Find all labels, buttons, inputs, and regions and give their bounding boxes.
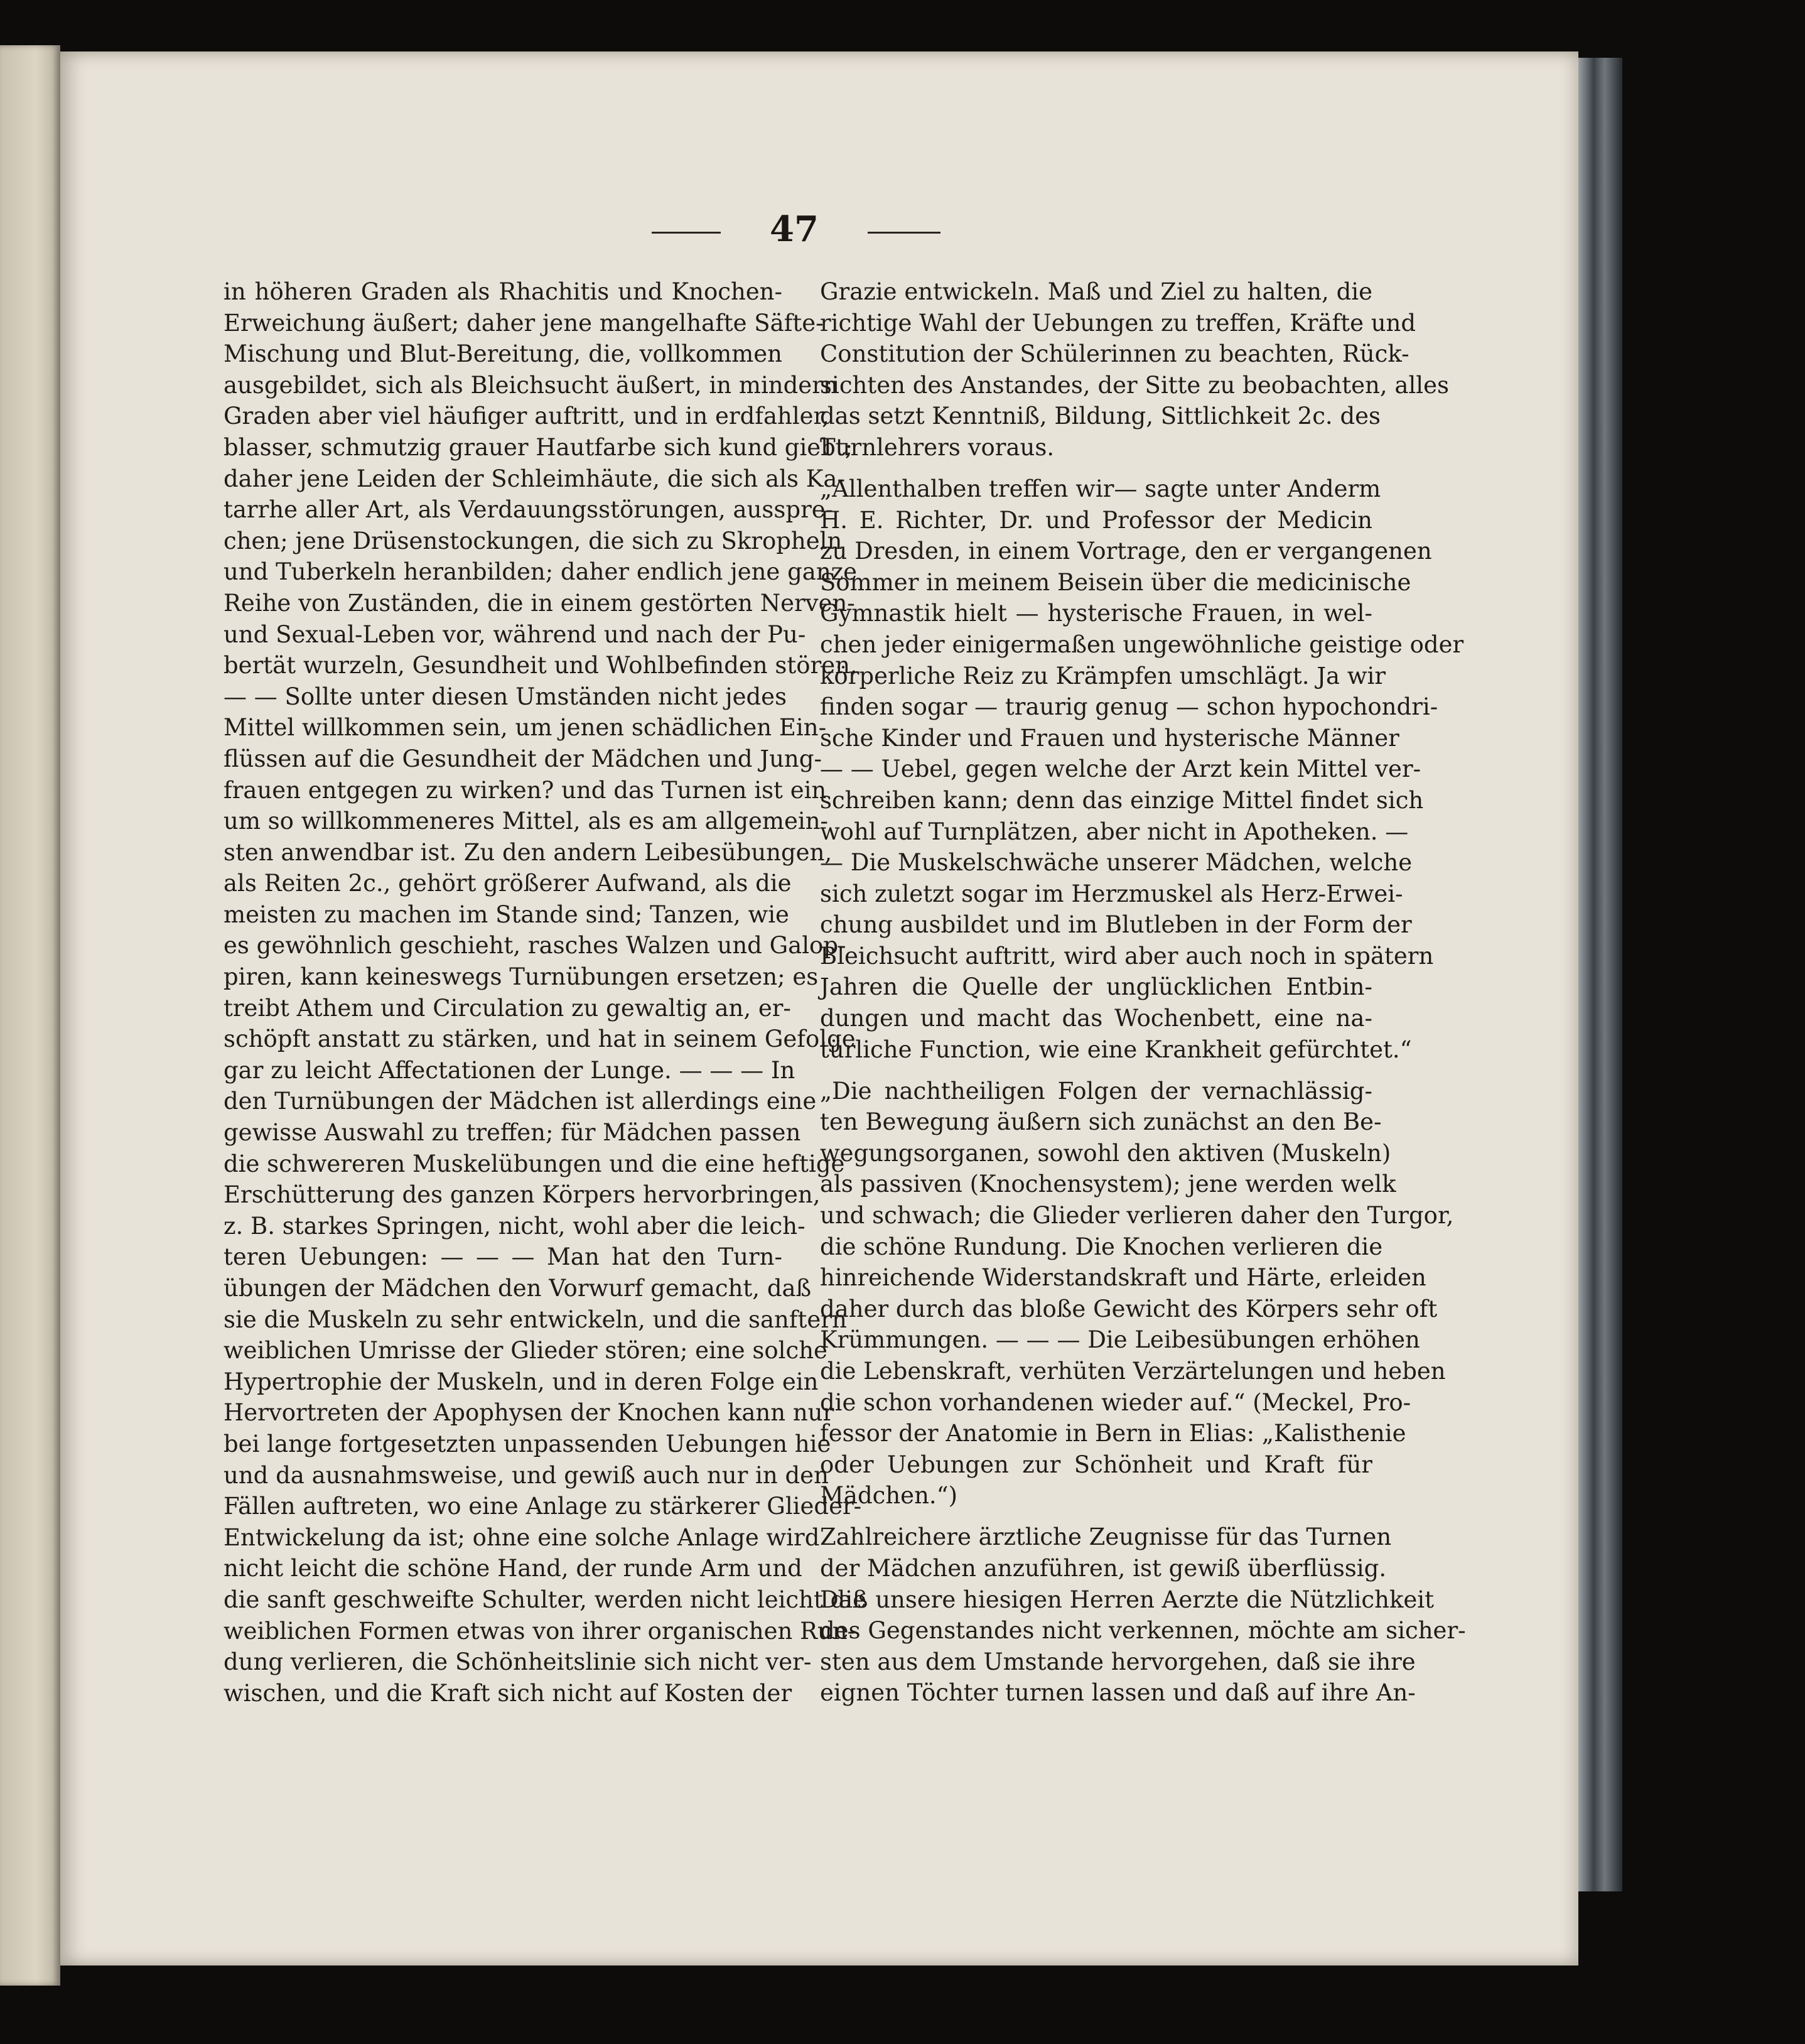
text-line: sie die Muskeln zu sehr entwickeln, und die sanftern (224, 1306, 847, 1333)
text-line: teren Uebungen: — — — Man hat den Turn- (224, 1243, 782, 1271)
text-line: ten Bewegung äußern sich zunächst an den Be- (820, 1108, 1382, 1136)
text-line: oder Uebungen zur Schönheit und Kraft für (820, 1451, 1372, 1478)
text-line: schöpft anstatt zu stärken, und hat in seinem Gefolge (224, 1025, 856, 1053)
text-line: sten anwendbar ist. Zu den andern Leibesübungen, (224, 838, 832, 866)
text-line: und Tuberkeln heranbilden; daher endlich jene ganze (224, 558, 858, 586)
text-line: weiblichen Umrisse der Glieder stören; eine solche (224, 1337, 827, 1365)
text-line: bei lange fortgesetzten unpassenden Uebungen hie (224, 1430, 831, 1457)
text-line: — — Uebel, gegen welche der Arzt kein Mittel ver- (820, 755, 1421, 783)
text-line: Gymnastik hielt — hysterische Frauen, in wel- (820, 600, 1372, 627)
text-line: — — Sollte unter diesen Umständen nicht jedes (224, 683, 787, 710)
text-line: ausgebildet, sich als Bleichsucht äußert, in mindern (224, 371, 838, 399)
text-line: hinreichende Widerstandskraft und Härte, erleiden (820, 1264, 1426, 1292)
text-line: und schwach; die Glieder verlieren daher den Turgor, (820, 1202, 1454, 1230)
text-line: Sommer in meinem Beisein über die medicinische (820, 568, 1411, 596)
text-line: weiblichen Formen etwas von ihrer organischen Run- (224, 1617, 856, 1645)
text-line: es gewöhnlich geschieht, rasches Walzen und Galop- (224, 932, 846, 960)
text-line: Erweichung äußert; daher jene mangelhafte Säfte- (224, 309, 824, 337)
text-line: wohl auf Turnplätzen, aber nicht in Apotheken. — (820, 818, 1409, 845)
right-text-column (820, 276, 1466, 1709)
text-line: Graden aber viel häufiger auftritt, und in erdfahler, (224, 403, 829, 430)
text-line: sche Kinder und Frauen und hysterische Männer (820, 724, 1399, 752)
text-line: piren, kann keineswegs Turnübungen ersetzen; es (224, 963, 819, 991)
text-line: sichten des Anstandes, der Sitte zu beobachten, alles (820, 371, 1450, 399)
text-line: gar zu leicht Affectationen der Lunge. — — — In (224, 1056, 795, 1084)
text-line: Reihe von Zuständen, die in einem gestörten Nerven- (224, 589, 855, 617)
text-line: — Die Muskelschwäche unserer Mädchen, welche (820, 849, 1413, 877)
text-line: Krümmungen. — — — Die Leibesübungen erhöhen (820, 1326, 1420, 1354)
text-line: finden sogar — traurig genug — schon hypochondri- (820, 693, 1438, 721)
text-line: dung verlieren, die Schönheitslinie sich nicht ver- (224, 1648, 812, 1676)
text-line: blasser, schmutzig grauer Hautfarbe sich kund giebt; (224, 433, 853, 461)
text-line: Erschütterung des ganzen Körpers hervorbringen, (224, 1181, 821, 1209)
text-line: chung ausbildet und im Blutleben in der Form der (820, 911, 1412, 939)
header-rule-left (652, 232, 721, 234)
text-line: gewisse Auswahl zu treffen; für Mädchen passen (224, 1119, 801, 1147)
text-line: chen; jene Drüsenstockungen, die sich zu Skropheln (224, 527, 843, 554)
text-line: Hypertrophie der Muskeln, und in deren Folge ein (224, 1368, 819, 1395)
text-line: zu Dresden, in einem Vortrage, den er vergangenen (820, 538, 1432, 565)
text-line: die schöne Rundung. Die Knochen verlieren die (820, 1233, 1383, 1260)
text-line: daher durch das bloße Gewicht des Körpers sehr oft (820, 1295, 1438, 1322)
text-line: chen jeder einigermaßen ungewöhnliche geistige oder (820, 630, 1464, 658)
text-line: „Die nachtheiligen Folgen der vernachlässig- (820, 1077, 1372, 1105)
text-line: treibt Athem und Circulation zu gewaltig an, er- (224, 994, 791, 1022)
text-line: Constitution der Schülerinnen zu beachten, Rück- (820, 340, 1409, 368)
text-line: körperliche Reiz zu Krämpfen umschlägt. Ja wir (820, 662, 1386, 689)
left-text-column (224, 276, 867, 1709)
text-line: Mittel willkommen sein, um jenen schädlichen Ein- (224, 714, 827, 742)
text-line: um so willkommeneres Mittel, als es am allgemein- (224, 808, 829, 835)
text-line: die schwereren Muskelübungen und die eine heftige (224, 1150, 845, 1177)
previous-page-edge (0, 45, 60, 1986)
page-number: 47 (770, 208, 819, 250)
text-line: und da ausnahmsweise, und gewiß auch nur in den (224, 1461, 829, 1489)
text-line: in höheren Graden als Rhachitis und Knochen- (224, 278, 782, 305)
text-line: eignen Töchter turnen lassen und daß auf ihre An- (820, 1679, 1416, 1707)
text-line: als Reiten 2c., gehört größerer Aufwand, als die (224, 870, 792, 897)
text-line: frauen entgegen zu wirken? und das Turnen ist ein (224, 776, 827, 804)
text-line: Mädchen.“) (820, 1482, 958, 1510)
text-line: daher jene Leiden der Schleimhäute, die sich als Ka- (224, 465, 845, 492)
text-line: Daß unsere hiesigen Herren Aerzte die Nützlichkeit (820, 1586, 1434, 1613)
text-line: sich zuletzt sogar im Herzmuskel als Herz-Erwei- (820, 880, 1403, 907)
text-line: flüssen auf die Gesundheit der Mädchen und Jung- (224, 745, 822, 772)
text-line: den Turnübungen der Mädchen ist allerdings eine (224, 1088, 817, 1115)
text-line: Grazie entwickeln. Maß und Ziel zu halten, die (820, 278, 1372, 305)
text-line: und Sexual-Leben vor, während und nach der Pu- (224, 620, 806, 648)
page-stack-edge (1578, 58, 1622, 1891)
text-line: Zahlreichere ärztliche Zeugnisse für das Turnen (820, 1523, 1392, 1551)
text-line: dungen und macht das Wochenbett, eine na- (820, 1005, 1372, 1032)
text-line: Hervortreten der Apophysen der Knochen kann nur (224, 1399, 834, 1427)
text-line: die Lebenskraft, verhüten Verzärtelungen und heben (820, 1358, 1446, 1385)
text-line: Mischung und Blut-Bereitung, die, vollkommen (224, 340, 782, 368)
text-line: des Gegenstandes nicht verkennen, möchte am sicher- (820, 1617, 1466, 1645)
text-line: der Mädchen anzuführen, ist gewiß überflüssig. (820, 1554, 1387, 1582)
text-line: H. E. Richter, Dr. und Professor der Medicin (820, 506, 1372, 534)
text-line: Bleichsucht auftritt, wird aber auch noch in spätern (820, 942, 1434, 970)
text-line: fessor der Anatomie in Bern in Elias: „Kalisthenie (820, 1420, 1406, 1447)
text-line: das setzt Kenntniß, Bildung, Sittlichkeit 2c. des (820, 403, 1381, 430)
text-line: die schon vorhandenen wieder auf.“ (Meckel, Pro- (820, 1388, 1411, 1416)
text-line: sten aus dem Umstande hervorgehen, daß sie ihre (820, 1648, 1416, 1675)
text-line: nicht leicht die schöne Hand, der runde Arm und (224, 1555, 802, 1582)
text-line: türliche Function, wie eine Krankheit gefürchtet.“ (820, 1036, 1412, 1063)
text-line: tarrhe aller Art, als Verdauungsstörungen, aussprе- (224, 496, 834, 524)
text-line: Entwickelung da ist; ohne eine solche Anlage wird (224, 1523, 820, 1551)
text-line: Turnlehrers voraus. (820, 433, 1055, 461)
text-line: richtige Wahl der Uebungen zu treffen, Kräfte und (820, 309, 1416, 337)
text-line: Fällen auftreten, wo eine Anlage zu stärkerer Glieder- (224, 1493, 862, 1520)
text-line: Jahren die Quelle der unglücklichen Entbin- (820, 973, 1372, 1001)
text-line: wegungsorganen, sowohl den aktiven (Muskeln) (820, 1139, 1391, 1167)
text-line: bertät wurzeln, Gesundheit und Wohlbefinden stören. (224, 652, 858, 679)
header-rule-right (868, 232, 940, 234)
text-line: übungen der Mädchen den Vorwurf gemacht, daß (224, 1275, 812, 1302)
text-line: meisten zu machen im Stande sind; Tanzen, wie (224, 900, 789, 928)
text-line: „Allenthalben treffen wir— sagte unter Anderm (820, 475, 1381, 502)
text-line: wischen, und die Kraft sich nicht auf Kosten der (224, 1679, 792, 1707)
text-line: schreiben kann; denn das einzige Mittel findet sich (820, 786, 1424, 814)
text-line: die sanft geschweifte Schulter, werden nicht leicht die (224, 1586, 867, 1613)
text-line: z. B. starkes Springen, nicht, wohl aber die leich- (224, 1212, 806, 1240)
text-line: als passiven (Knochensystem); jene werden welk (820, 1171, 1396, 1198)
